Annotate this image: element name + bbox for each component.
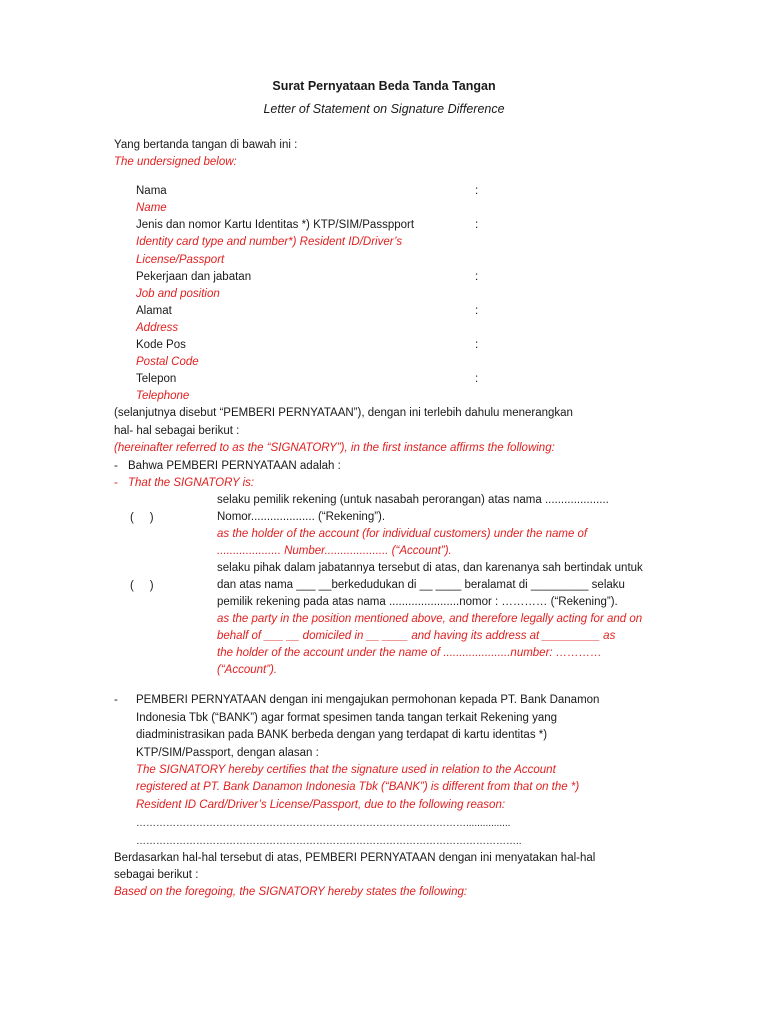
bullet1-text: Bahwa PEMBERI PERNYATAAN adalah : bbox=[128, 460, 341, 472]
field-name-label: Nama bbox=[136, 185, 167, 197]
field-address-label-en: Address bbox=[136, 322, 179, 334]
bullet2-dash: - bbox=[114, 694, 118, 706]
option1-line2: Nomor.................... (“Rekening”). bbox=[217, 511, 386, 523]
option2-line2: dan atas nama ___ __berkedudukan di __ ____ beralamat di _________ selaku bbox=[217, 579, 625, 591]
option2-line1-en: as the party in the position mentioned above, and therefore legally acting for and on bbox=[217, 613, 643, 625]
hereinafter-id-2: hal- hal sebagai berikut : bbox=[114, 425, 240, 437]
bullet2-line3: diadministrasikan pada BANK berbeda dengan yang terdapat di kartu identitas *) bbox=[136, 729, 548, 741]
reason-dotted-line-1[interactable]: ………………………………………………………………………………………................ bbox=[136, 818, 511, 829]
field-id-card-colon: : bbox=[475, 219, 479, 231]
bullet2-line2-en: registered at PT. Bank Danamon Indonesia Tbk (“BANK”) is different from that on the *) bbox=[136, 781, 580, 793]
intro-id: Yang bertanda tangan di bawah ini : bbox=[114, 139, 298, 151]
conclusion-id-2: sebagai berikut : bbox=[114, 869, 199, 881]
bullet1-dash: - bbox=[114, 460, 118, 472]
field-id-card-label: Jenis dan nomor Kartu Identitas *) KTP/SIM/Passpport bbox=[136, 219, 415, 231]
option2-checkbox[interactable]: ( ) bbox=[130, 580, 154, 592]
bullet1-text-en: That the SIGNATORY is: bbox=[128, 477, 255, 489]
document-subtitle: Letter of Statement on Signature Difference bbox=[263, 102, 505, 116]
conclusion-id-1: Berdasarkan hal-hal tersebut di atas, PEMBERI PERNYATAAN dengan ini menyatakan hal-hal bbox=[114, 852, 596, 864]
field-postal-label: Kode Pos bbox=[136, 339, 186, 351]
field-postal-colon: : bbox=[475, 339, 479, 351]
bullet2-line1: PEMBERI PERNYATAAN dengan ini mengajukan permohonan kepada PT. Bank Danamon bbox=[136, 694, 600, 706]
hereinafter-id-1: (selanjutnya disebut “PEMBERI PERNYATAAN”), dengan ini terlebih dahulu menerangkan bbox=[114, 407, 573, 419]
bullet2-line2: Indonesia Tbk (“BANK”) agar format spesimen tanda tangan terkait Rekening yang bbox=[136, 712, 558, 724]
field-id-card-label-en-2: License/Passport bbox=[136, 254, 225, 266]
field-phone-label-en: Telephone bbox=[136, 390, 190, 402]
field-phone-colon: : bbox=[475, 373, 479, 385]
option2-line3-en: the holder of the account under the name of .....................number: ………… bbox=[217, 647, 602, 659]
field-name-colon: : bbox=[475, 185, 479, 197]
option1-line2-en: .................... Number.................... (“Account”). bbox=[217, 545, 452, 557]
intro-en: The undersigned below: bbox=[114, 156, 237, 168]
field-address-label: Alamat bbox=[136, 305, 172, 317]
reason-dotted-line-2[interactable]: …………………………………………………………………………………………………….. bbox=[136, 836, 522, 847]
option1-line1-en: as the holder of the account (for individual customers) under the name of bbox=[217, 528, 588, 540]
bullet1-dash-en: - bbox=[114, 477, 118, 489]
field-address-colon: : bbox=[475, 305, 479, 317]
option1-line1: selaku pemilik rekening (untuk nasabah perorangan) atas nama .................... bbox=[217, 494, 609, 506]
option1-checkbox[interactable]: ( ) bbox=[130, 512, 154, 524]
field-name-label-en: Name bbox=[136, 202, 167, 214]
field-postal-label-en: Postal Code bbox=[136, 356, 199, 368]
option2-line4-en: (“Account”). bbox=[217, 664, 278, 676]
field-id-card-label-en: Identity card type and number*) Resident ID/Driver’s bbox=[136, 236, 403, 248]
field-job-colon: : bbox=[475, 271, 479, 283]
field-job-label-en: Job and position bbox=[136, 288, 220, 300]
field-job-label: Pekerjaan dan jabatan bbox=[136, 271, 252, 283]
hereinafter-en: (hereinafter referred to as the “SIGNATORY”), in the first instance affirms the following: bbox=[114, 442, 555, 454]
conclusion-en: Based on the foregoing, the SIGNATORY hereby states the following: bbox=[114, 886, 468, 898]
bullet2-line3-en: Resident ID Card/Driver’s License/Passport, due to the following reason: bbox=[136, 799, 506, 811]
option2-line3: pemilik rekening pada atas nama ......................nomor : ………… (“Rekening”). bbox=[217, 596, 618, 608]
bullet2-line1-en: The SIGNATORY hereby certifies that the signature used in relation to the Account bbox=[136, 764, 556, 776]
option2-line1: selaku pihak dalam jabatannya tersebut di atas, dan karenanya sah bertindak untuk bbox=[217, 562, 643, 574]
document-title: Surat Pernyataan Beda Tanda Tangan bbox=[272, 79, 496, 93]
option2-line2-en: behalf of ___ __ domiciled in __ ____ and having its address at _________ as bbox=[217, 630, 616, 642]
bullet2-line4: KTP/SIM/Passport, dengan alasan : bbox=[136, 747, 319, 759]
field-phone-label: Telepon bbox=[136, 373, 177, 385]
